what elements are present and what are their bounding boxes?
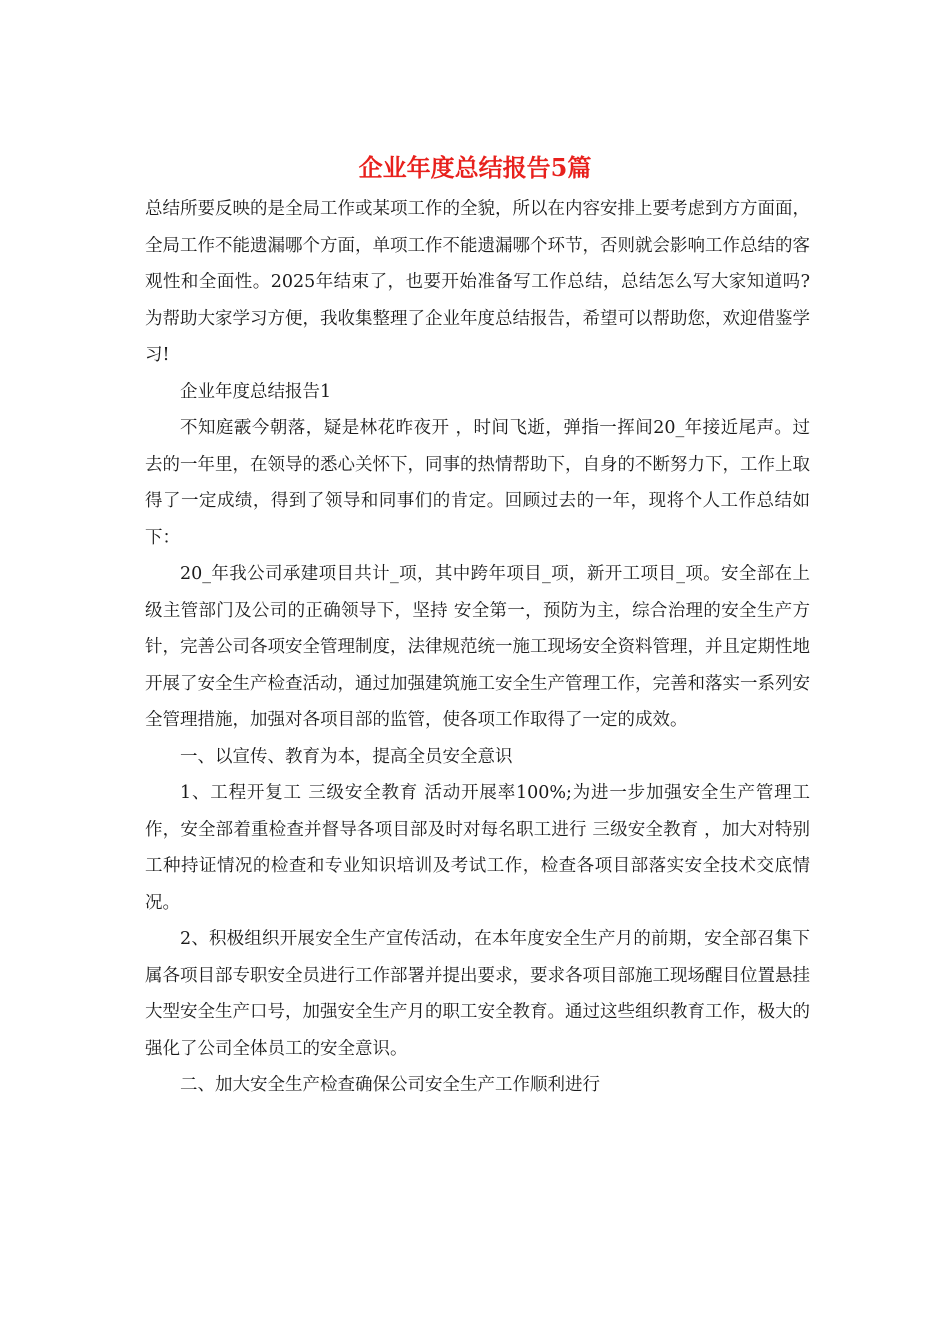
heading-2: 二、加大安全生产检查确保公司安全生产工作顺利进行 xyxy=(180,1075,600,1095)
section-title: 企业年度总结报告1 xyxy=(180,381,332,402)
intro-paragraph: 总结所要反映的是全局工作或某项工作的全貌，所以在内容安排上要考虑到方方面面，全局工作不能遗漏哪个方面，单项工作不能遗漏哪个环节，否则就会影响工作总结的客观性和全面性。2025年结束了，也要开始准备写工作总结，总结怎么写大家知道吗?为帮助大家学习方便，我收集整理了企业年度总结报告，希望可以帮助您，欢迎借鉴学习! xyxy=(145,199,810,365)
heading-1: 一、以宣传、教育为本，提高全员安全意识 xyxy=(180,746,513,767)
paragraph-3: 1、工程开复工 三级安全教育 活动开展率100%;为进一步加强安全生产管理工作，安全部着重检查并督导各项目部及时对每名职工进行 三级安全教育 ，加大对特别工种持证情况的检查和专业知识培训及考试工作，检查各项目部落实安全技术交底情况。 xyxy=(145,783,810,913)
document-title: 企业年度总结报告5篇 xyxy=(358,153,592,182)
paragraph-4: 2、积极组织开展安全生产宣传活动，在本年度安全生产月的前期，安全部召集下属各项目部专职安全员进行工作部署并提出要求，要求各项目部施工现场醒目位置悬挂大型安全生产口号，加强安全生产月的职工安全教育。通过这些组织教育工作，极大的强化了公司全体员工的安全意识。 xyxy=(145,929,810,1059)
document-body xyxy=(145,191,810,1104)
paragraph-1: 不知庭霰今朝落，疑是林花昨夜开 ，时间飞逝，弹指一挥间20_年接近尾声。过去的一年里，在领导的悉心关怀下，同事的热情帮助下，自身的不断努力下，工作上取得了一定成绩，得到了领导和同事们的肯定。回顾过去的一年，现将个人工作总结如下： xyxy=(145,418,810,548)
paragraph-2: 20_年我公司承建项目共计_项，其中跨年项目_项，新开工项目_项。安全部在上级主管部门及公司的正确领导下，坚持 安全第一，预防为主，综合治理的安全生产方针，完善公司各项安全管理制度，法律规范统一施工现场安全资料管理，并且定期性地开展了安全生产检查活动，通过加强建筑施工安全生产管理工作，完善和落实一系列安全管理措施，加强对各项目部的监管，使各项工作取得了一定的成效。 xyxy=(145,564,810,730)
